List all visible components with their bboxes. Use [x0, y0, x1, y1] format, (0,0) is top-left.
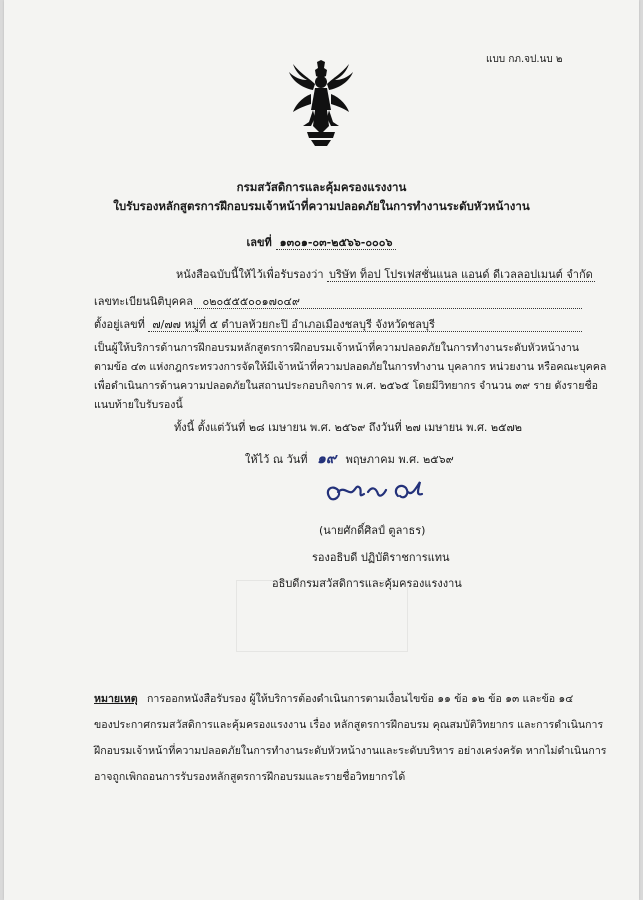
address-dotted-line — [148, 331, 582, 332]
remark-text-1: การออกหนังสือรับรอง ผู้ให้บริการต้องดำเนินการตามเงื่อนไขข้อ ๑๑ ข้อ ๑๒ ข้อ ๑๓ และข้อ ๑๔ — [146, 693, 574, 705]
signer-organization: อธิบดีกรมสวัสดิการและคุ้มครองแรงงาน — [272, 577, 462, 590]
certify-intro-row — [176, 268, 595, 282]
remark-line-4: อาจถูกเพิกถอนการรับรองหลักสูตรการฝึกอบรมและรายชื่อวิทยากรได้ — [94, 771, 406, 783]
agency-heading: กรมสวัสดิการและคุ้มครองแรงงาน — [236, 180, 407, 194]
certificate-title: ใบรับรองหลักสูตรการฝึกอบรมเจ้าหน้าที่ความปลอดภัยในการทำงานระดับหัวหน้างาน — [113, 199, 530, 213]
juristic-number: ๐๒๐๕๕๕๐๐๑๗๐๔๙ — [202, 295, 300, 308]
body-line-1: เป็นผู้ให้บริการด้านการฝึกอบรมหลักสูตรการฝึกอบรมเจ้าหน้าที่ความปลอดภัยในการทำงานระดับหัวหน้างาน — [94, 342, 580, 354]
signer-name: (นายศักดิ์ศิลป์ ตูลาธร) — [319, 524, 426, 537]
given-suffix: พฤษภาคม พ.ศ. ๒๕๖๙ — [345, 453, 454, 466]
company-name: บริษัท ท็อป โปรเฟสชั่นแนล แอนด์ ดีเวลลอปเมนต์ จำกัด — [329, 268, 593, 281]
form-code: แบบ กภ.จป.นบ ๒ — [486, 54, 563, 65]
number-label: เลขที่ — [246, 236, 272, 249]
body-line-4: แนบท้ายใบรับรองนี้ — [94, 399, 183, 411]
certificate-number-row — [4, 236, 639, 250]
garuda-emblem — [287, 60, 355, 146]
address-value: ๗/๗๗ หมู่ที่ ๕ ตำบลห้วยกะปิ อำเภอเมืองชลบุรี จังหวัดชลบุรี — [152, 318, 435, 331]
body-line-2: ตามข้อ ๔๓ แห่งกฎกระทรวงการจัดให้มีเจ้าหน้าที่ความปลอดภัยในการทำงาน บุคลากร หน่วยงาน หรือคณะบุคคล — [94, 361, 607, 373]
juristic-row — [94, 295, 582, 309]
given-day: ๑๙ — [316, 451, 337, 467]
certificate-page — [4, 0, 639, 900]
certificate-number: ๑๓๐๑-๐๓-๒๕๖๖-๐๐๐๖ — [276, 236, 397, 250]
given-prefix: ให้ไว้ ณ วันที่ — [245, 453, 308, 466]
remark-label: หมายเหตุ — [94, 693, 138, 705]
given-date-row — [245, 452, 454, 467]
signer-position: รองอธิบดี ปฏิบัติราชการแทน — [312, 551, 450, 564]
juristic-label: เลขทะเบียนนิติบุคคล — [94, 295, 193, 308]
remark-line-2: ของประกาศกรมสวัสดิการและคุ้มครองแรงงาน เรื่อง หลักสูตรการฝึกอบรม คุณสมบัติวิทยากร และการดำเนินการ — [94, 719, 604, 731]
remark-line-3: ฝึกอบรมเจ้าหน้าที่ความปลอดภัยในการทำงานระดับหัวหน้างานและระดับบริหาร อย่างเคร่งครัด หากไม่ดำเนินการ — [94, 745, 607, 757]
body-line-3: เพื่อดำเนินการด้านความปลอดภัยในสถานประกอบกิจการ พ.ศ. ๒๕๖๕ โดยมีวิทยากร จำนวน ๓๙ ราย ดังรายชื่อ — [94, 380, 598, 392]
address-row — [94, 318, 582, 332]
juristic-dotted-line — [194, 308, 582, 309]
address-label: ตั้งอยู่เลขที่ — [94, 318, 145, 331]
validity-period: ทั้งนี้ ตั้งแต่วันที่ ๒๘ เมษายน พ.ศ. ๒๕๖๙ ถึงวันที่ ๒๗ เมษายน พ.ศ. ๒๕๗๒ — [174, 421, 523, 434]
signature — [322, 472, 442, 512]
remark-line-1 — [94, 692, 573, 706]
certify-intro: หนังสือฉบับนี้ให้ไว้เพื่อรับรองว่า — [176, 268, 324, 281]
